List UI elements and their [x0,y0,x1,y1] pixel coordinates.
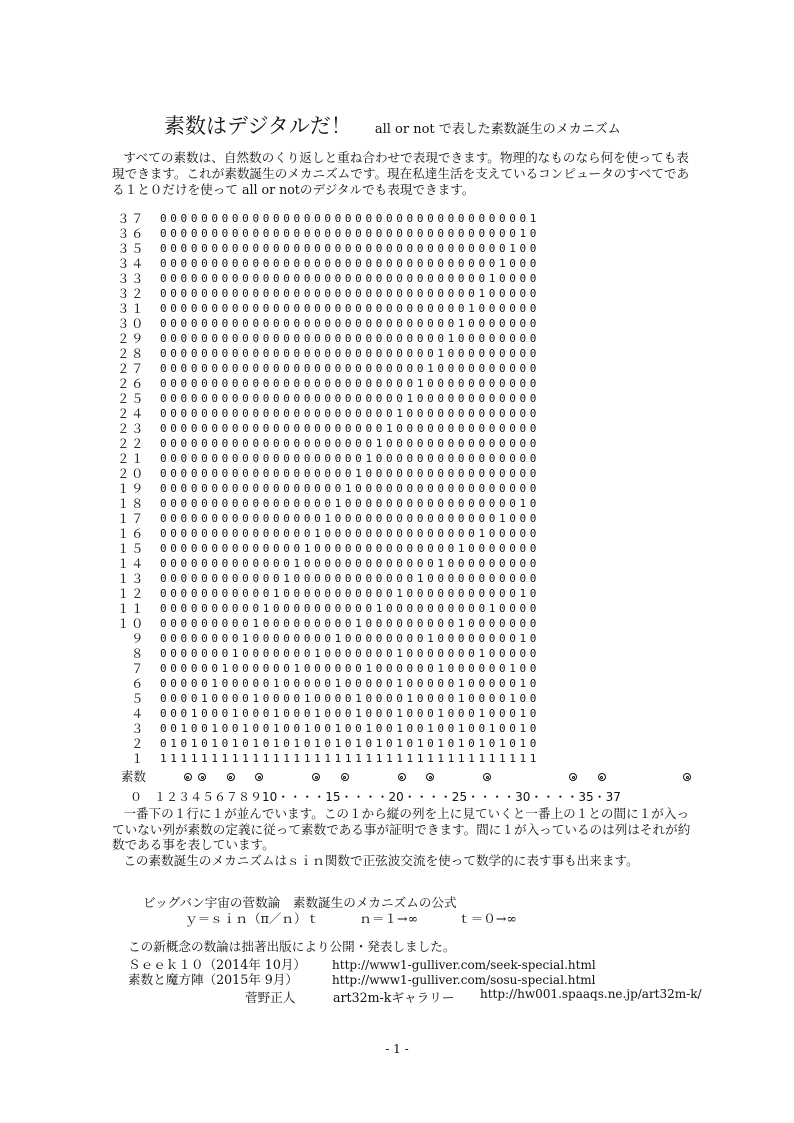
row-number: ８ [130,646,145,661]
author-name: 菅野正人 [245,990,296,1005]
row-bits: 0000001000000100000010000001000000100 [160,662,541,675]
axis-text: ０ １２３４５６７８９10・・・・15・・・・20・・・・25・・・・30・・・・35・37 [130,790,621,804]
publication-link-1[interactable]: http://www1-gulliver.com/seek-special.html [332,958,596,972]
row-number: １５ [116,541,145,556]
prime-marker [683,773,691,781]
row-bits: 0000000000000000000100000000000000000 [160,467,541,480]
row-bits: 0101010101010101010101010101010101010 [160,737,541,750]
column-number-axis [130,788,621,805]
row-number: １３ [116,571,145,586]
row-bits: 1111111111111111111111111111111111111 [160,752,541,765]
row-number: ２９ [116,331,145,346]
row-number: １２ [116,586,145,601]
grid-row [115,556,685,571]
grid-row [115,346,685,361]
title-line [164,110,621,140]
page-subtitle: all or not で表した素数誕生のメカニズム [374,122,621,137]
explanation-block [112,806,694,868]
row-bits: 0000000000000001000000000000000100000 [160,527,541,540]
row-bits: 0000100001000010000100001000010000100 [160,692,541,705]
row-number: ５ [130,691,145,706]
grid-row [115,241,685,256]
row-number: ２０ [116,466,145,481]
row-bits: 0000000001000000000100000000010000000 [160,617,541,630]
grid-row [115,256,685,271]
publication-title-2: 素数と魔方陣（2015年 9月） [128,972,299,987]
grid-row [115,496,685,511]
prime-marker [184,773,192,781]
grid-row [115,721,685,736]
row-number: １８ [116,496,145,511]
grid-row [115,646,685,661]
row-bits: 0000000000000000010000000000000000010 [160,497,541,510]
prime-marker [255,773,263,781]
row-number: ３６ [116,226,145,241]
grid-row [115,466,685,481]
row-bits: 0000000000000000000000000000000100000 [160,287,541,300]
row-number: ３５ [116,241,145,256]
row-bits: 0000000000100000000001000000000010000 [160,602,541,615]
row-bits: 0000000000000010000000000000010000000 [160,542,541,555]
row-number: ２８ [116,346,145,361]
row-bits: 0000000000000000000000000010000000000 [160,362,541,375]
grid-row [115,676,685,691]
row-bits: 0000000000000000000000000000000000100 [160,242,541,255]
grid-row [115,316,685,331]
row-bits: 0000000000001000000000000100000000000 [160,572,541,585]
grid-row [115,226,685,241]
row-number: ７ [130,661,145,676]
grid-row [115,436,685,451]
grid-row [115,706,685,721]
row-bits: 0000000000000000000000000000000001000 [160,257,541,270]
grid-row [115,481,685,496]
prime-marker [426,773,434,781]
row-bits: 0000000000000000000000000000100000000 [160,332,541,345]
row-bits: 0000000010000000010000000010000000010 [160,632,541,645]
grid-row [115,586,685,601]
row-number: ２３ [116,421,145,436]
row-number: １９ [116,481,145,496]
publication-title-1: Ｓｅｅｋ１０（2014年 10月） [128,957,307,972]
row-bits: 0000000000000100000000000001000000000 [160,557,541,570]
grid-row [115,391,685,406]
row-bits: 0000000000010000000000010000000000010 [160,587,541,600]
prime-label: 素数 [121,769,147,784]
row-number: ２１ [116,451,145,466]
page-title: 素数はデジタルだ！ [164,114,352,138]
intro-paragraph [112,150,694,198]
formula-part-2: ｎ＝１→∞ [359,911,419,926]
grid-row [115,301,685,316]
grid-row [115,421,685,436]
prime-marker [598,773,606,781]
prime-marker [198,773,206,781]
row-bits: 0000010000010000010000010000010000010 [160,677,541,690]
row-number: １４ [116,556,145,571]
row-number: ２２ [116,436,145,451]
grid-row [115,331,685,346]
row-number: １６ [116,526,145,541]
row-number: ３７ [116,211,145,226]
grid-row [115,511,685,526]
formula-part-1: ｙ＝ｓｉｎ（π／ｎ）ｔ [185,911,320,926]
row-number: ２７ [116,361,145,376]
grid-row [115,541,685,556]
row-bits: 0000000000000000000000000000001000000 [160,302,541,315]
row-bits: 0000000000000000001000000000000000000 [160,482,541,495]
grid-row [115,751,685,766]
row-number: ３ [130,721,145,736]
row-bits: 0000000000000000000010000000000000000 [160,452,541,465]
row-number: １１ [116,601,145,616]
row-number: ２５ [116,391,145,406]
row-number: １０ [116,616,145,631]
row-bits: 0000000000000000000000000000000000010 [160,227,541,240]
grid-row [115,616,685,631]
formula-part-3: ｔ＝０→∞ [458,911,517,926]
grid-row [115,451,685,466]
row-number: ２６ [116,376,145,391]
grid-row [115,271,685,286]
publication-link-2[interactable]: http://www1-gulliver.com/sosu-special.html [332,973,596,987]
gallery-link[interactable]: http://hw001.spaaqs.ne.jp/art32m-k/ [480,987,702,1001]
grid-row [115,286,685,301]
gallery-name: art32m-kギャラリー [333,990,455,1005]
grid-row [115,361,685,376]
row-bits: 0000000000000000000000010000000000000 [160,407,541,420]
row-bits: 0000000000000000000000000000000010000 [160,272,541,285]
row-bits: 0000000000000000000001000000000000000 [160,437,541,450]
explanation-text-2: この素数誕生のメカニズムはｓｉｎ関数で正弦波交流を使って数学的に表す事も出来ます。 [123,852,639,868]
row-bits: 0000000000000000000000000001000000000 [160,347,541,360]
grid-row [115,736,685,751]
grid-row [115,376,685,391]
row-number: ６ [130,676,145,691]
prime-marks-row [115,769,685,785]
page-number: - 1 - [385,1042,409,1056]
publication-note: この新概念の数論は拙著出版により公開・発表しました。 [128,939,456,954]
row-number: ３１ [116,301,145,316]
grid-row [115,601,685,616]
publication-row-2 [128,969,596,988]
row-number: １ [130,751,145,766]
row-bits: 0000000100000001000000010000000100000 [160,647,541,660]
row-number: ３３ [116,271,145,286]
row-number: ３２ [116,286,145,301]
intro-text: すべての素数は、自然数のくり返しと重ね合わせで表現できます。物理的なものなら何を使っても表現できます。これが素数誕生のメカニズムです。現在私達生活を支えているコンピュータのすべてである１と０だけを使って all or notのデジタルでも表現できます。 [112,150,690,197]
row-number: ２ [130,736,145,751]
row-number: ４ [130,706,145,721]
prime-marker [227,773,235,781]
explanation-text: 一番下の１行に１が並んでいます。この１から縦の列を上に見ていくと一番上の１との間に１が入っていない列が素数の定義に従って素数である事が証明できます。間に１が入っているのは列はそれが約数である事を表しています。 [112,806,691,852]
grid-row [115,526,685,541]
row-bits: 0001000100010001000100010001000100010 [160,707,541,720]
formula [185,908,553,927]
row-bits: 0000000000000000000000000000000000001 [160,212,541,225]
prime-marker [312,773,320,781]
row-bits: 0000000000000000000000000100000000000 [160,377,541,390]
grid-row [115,661,685,676]
prime-marker [483,773,491,781]
row-number: １７ [116,511,145,526]
row-number: ２４ [116,406,145,421]
row-bits: 0000000000000000000000001000000000000 [160,392,541,405]
row-bits: 0000000000000000000000100000000000000 [160,422,541,435]
row-number: ３０ [116,316,145,331]
grid-row [115,406,685,421]
row-bits: 0010010010010010010010010010010010010 [160,722,541,735]
grid-row [115,571,685,586]
grid-row [115,691,685,706]
prime-marker [569,773,577,781]
row-number: ９ [130,631,145,646]
prime-marker [341,773,349,781]
grid-row [115,211,685,226]
row-bits: 0000000000000000100000000000000001000 [160,512,541,525]
row-bits: 0000000000000000000000000000010000000 [160,317,541,330]
row-number: ３４ [116,256,145,271]
prime-marker [398,773,406,781]
formula-heading: ビッグバン宇宙の菅数論 素数誕生のメカニズムの公式 [143,895,457,910]
grid-row [115,631,685,646]
